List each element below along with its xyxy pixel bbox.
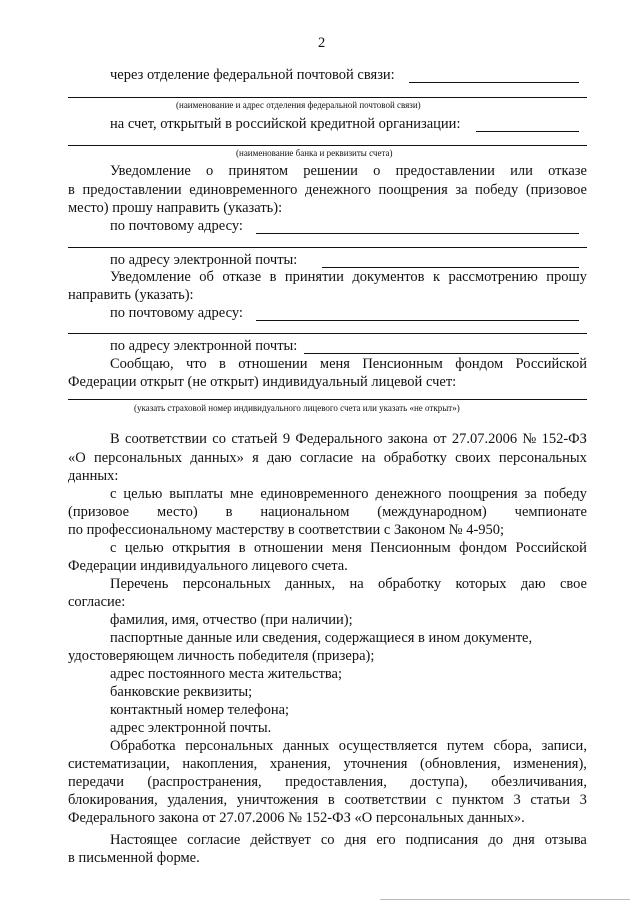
refusal-postal-blank[interactable] [256,320,579,321]
decision-email-label: по адресу электронной почты: [110,252,298,268]
purpose2-line2: Федерации индивидуального лицевого счета. [68,558,348,574]
page-number: 2 [318,35,326,51]
scan-edge-divider [380,899,630,900]
pension-account-line[interactable] [68,399,587,400]
processing-line3: передачи (распространения, предоставления, доступа), обезличивания, [68,774,587,790]
list-item: банковские реквизиты; [110,684,253,700]
bank-account-caption: (наименование банка и реквизиты счета) [236,148,393,158]
bank-account-line[interactable] [68,145,587,146]
postal-branch-blank[interactable] [409,82,579,83]
pension-line1: Сообщаю, что в отношении меня Пенсионным фондом Российской [110,356,587,372]
refusal-postal-line[interactable] [68,333,587,334]
consent-line1: В соответствии со статьей 9 Федерального закона от 27.07.2006 № 152-ФЗ [110,431,587,447]
processing-line1: Обработка персональных данных осуществляется путем сбора, записи, [110,738,587,754]
notice-decision-line2: в предоставлении единовременного денежного поощрения за победу (призовое [68,182,587,198]
consent-line3: данных: [68,468,119,484]
postal-branch-caption: (наименование и адрес отделения федеральной почтовой связи) [176,100,421,110]
postal-branch-line[interactable] [68,97,587,98]
refusal-postal-label: по почтовому адресу: [110,305,243,321]
pension-line2: Федерации открыт (не открыт) индивидуальный лицевой счет: [68,374,457,390]
notice-decision-line3: место) прошу направить (указать): [68,200,283,216]
processing-line4: блокирования, удаления, уничтожения в соответствии с пунктом 3 статьи 3 [68,792,587,808]
processing-line2: систематизации, накопления, хранения, уточнения (обновления, изменения), [68,756,587,772]
notice-decision-line1: Уведомление о принятом решении о предоставлении или отказе [110,163,587,179]
validity-line2: в письменной форме. [68,850,200,866]
list-intro-line1: Перечень персональных данных, на обработку которых даю свое [110,576,587,592]
list-item: паспортные данные или сведения, содержащиеся в ином документе, [110,630,533,646]
list-item: адрес электронной почты. [110,720,272,736]
purpose1-line1: с целью выплаты мне единовременного денежного поощрения за победу [110,486,587,502]
decision-postal-line[interactable] [68,247,587,248]
list-item: фамилия, имя, отчество (при наличии); [110,612,353,628]
notice-refusal-line1: Уведомление об отказе в принятии документов к рассмотрению прошу [110,269,587,285]
decision-postal-blank[interactable] [256,233,579,234]
pension-caption: (указать страховой номер индивидуального лицевого счета или указать «не открыт») [134,403,460,413]
list-item: контактный номер телефона; [110,702,290,718]
validity-line1: Настоящее согласие действует со дня его подписания до дня отзыва [110,832,587,848]
list-intro-line2: согласие: [68,594,126,610]
bank-account-label: на счет, открытый в российской кредитной организации: [110,116,461,132]
list-item: адрес постоянного места жительства; [110,666,343,682]
notice-refusal-line2: направить (указать): [68,287,194,303]
processing-line5: Федерального закона от 27.07.2006 № 152-ФЗ «О персональных данных». [68,810,525,826]
purpose1-line2: (призовое место) в национальном (международном) чемпионате [68,504,587,520]
refusal-email-blank[interactable] [304,353,579,354]
list-item: удостоверяющем личность победителя (призера); [68,648,375,664]
purpose2-line1: с целью открытия в отношении меня Пенсионным фондом Российской [110,540,587,556]
purpose1-line3: по профессиональному мастерству в соответствии с Законом № 4-950; [68,522,505,538]
refusal-email-label: по адресу электронной почты: [110,338,298,354]
bank-account-blank[interactable] [476,131,579,132]
consent-line2: «О персональных данных» я даю согласие на обработку своих персональных [68,450,587,466]
decision-postal-label: по почтовому адресу: [110,218,243,234]
postal-branch-label: через отделение федеральной почтовой связи: [110,67,395,83]
